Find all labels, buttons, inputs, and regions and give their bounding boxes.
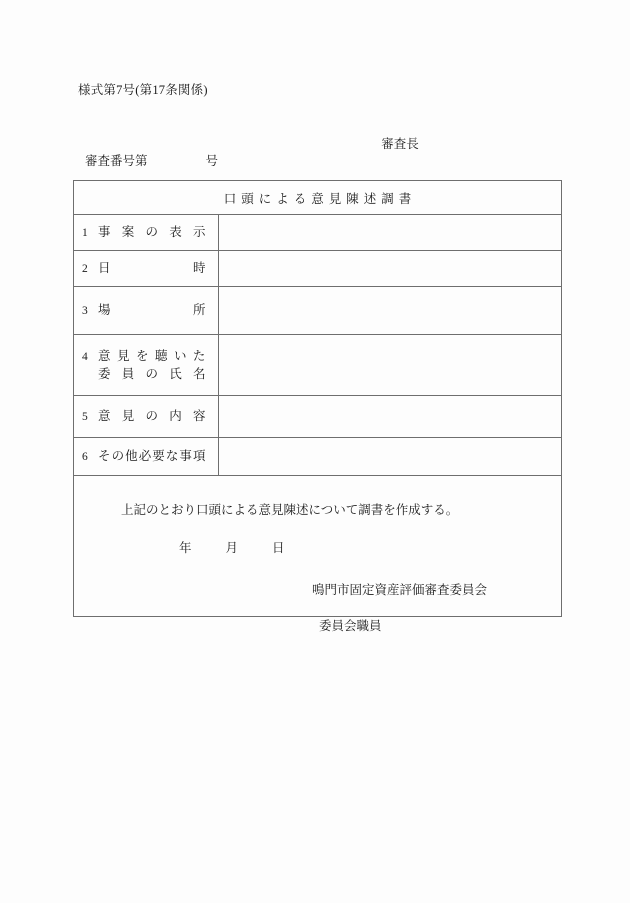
row-value-6[interactable] [218, 438, 561, 476]
row-label-text-6: そ の 他 必 要 な 事 項 [98, 449, 206, 464]
row-number-3: 3 [82, 305, 88, 318]
case-number-suffix: 号 [205, 154, 219, 168]
date-day-label: 日 [272, 541, 285, 555]
row-label-text-4b: 委 員 の 氏 名 [98, 367, 206, 382]
form-number: 様式第7号(第17条関係) [78, 83, 208, 97]
table-row [74, 438, 561, 476]
row-value-5[interactable] [218, 396, 561, 438]
row-label-text-1: 事 案 の 表 示 [98, 225, 206, 240]
row-label-1 [74, 215, 218, 251]
row-label-2 [74, 251, 218, 287]
row-number-5: 5 [82, 411, 88, 424]
row-label-5 [74, 396, 218, 438]
table-row [74, 287, 561, 335]
organization-name: 鳴門市固定資産評価審査委員会 [312, 583, 488, 597]
case-number-line [85, 151, 218, 169]
row-value-2[interactable] [218, 251, 561, 287]
table-row [74, 335, 561, 396]
table-row [74, 396, 561, 438]
date-line [179, 538, 285, 556]
table-row [74, 251, 561, 287]
chairman-label: 審査長 [381, 137, 419, 151]
row-number-4: 4 [82, 350, 88, 363]
table-row [74, 215, 561, 251]
row-value-1[interactable] [218, 215, 561, 251]
row-label-text-4a: 意 見 を 聴 い た [98, 348, 206, 363]
case-number-prefix: 審査番号第 [85, 154, 148, 168]
form-table-box [73, 180, 562, 633]
footer-cell [74, 476, 561, 633]
row-value-4[interactable] [218, 335, 561, 396]
row-label-text-5: 意 見 の 内 容 [98, 409, 206, 424]
statement-text: 上記のとおり口頭による意見陳述について調書を作成する。 [121, 503, 459, 517]
row-number-1: 1 [82, 227, 88, 240]
table-title-row [74, 181, 561, 215]
table-title: 口頭による意見陳述調書 [74, 181, 561, 215]
date-year-label: 年 [179, 541, 192, 555]
row-number-6: 6 [82, 451, 88, 464]
row-number-2: 2 [82, 263, 88, 276]
form-table [74, 181, 561, 633]
date-month-label: 月 [225, 541, 239, 555]
row-value-3[interactable] [218, 287, 561, 335]
row-label-6 [74, 438, 218, 476]
row-label-text-2: 日 時 [98, 261, 206, 276]
staff-title: 委員会職員 [319, 619, 382, 633]
table-footer-row [74, 476, 561, 626]
row-label-text-3: 場 所 [98, 303, 206, 318]
row-label-4 [74, 335, 218, 396]
row-label-3 [74, 287, 218, 335]
